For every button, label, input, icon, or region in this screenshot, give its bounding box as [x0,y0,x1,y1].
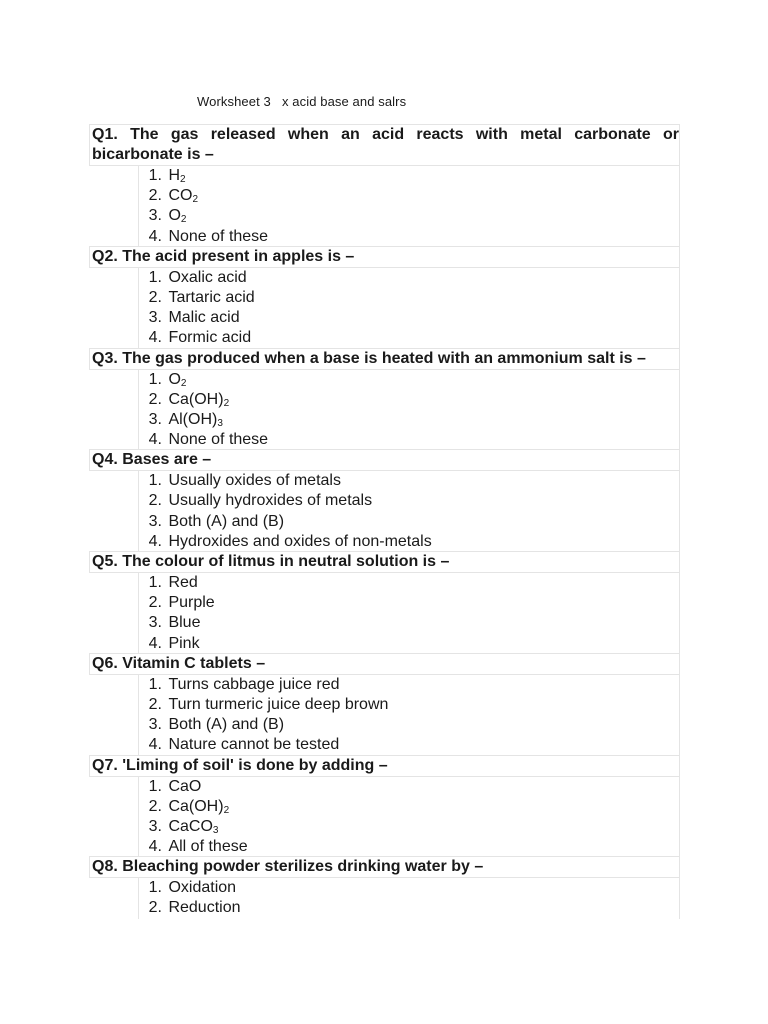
q6-option-2: 2. Turn turmeric juice deep brown [138,695,680,715]
q3-option-3: 3. $Al(OH)_3$ [138,410,680,430]
question-4: Q4. Bases are – [89,449,680,471]
question-7: Q7. 'Liming of soil' is done by adding – [89,755,680,777]
q4-option-1: 1. Usually oxides of metals [138,471,680,491]
question-2: Q2. The acid present in apples is – [89,246,680,268]
q4-option-2: 2. Usually hydroxides of metals [138,491,680,511]
q5-option-2: 2. Purple [138,593,680,613]
q4-option-3: 3. Both (A) and (B) [138,512,680,532]
question-5: Q5. The colour of litmus in neutral solution is – [89,551,680,573]
question-8: Q8. Bleaching powder sterilizes drinking water by – [89,856,680,878]
q8-option-1: 1. Oxidation [138,878,680,898]
q7-option-3: 3. CaCO$_3$ [138,817,680,837]
q1-option-2: 2. $CO_2$ [138,186,680,206]
q3-option-4: 4. None of these [138,430,680,450]
q7-option-1: 1. CaO [138,777,680,797]
q6-option-3: 3. Both (A) and (B) [138,715,680,735]
q7-option-2: 2. $Ca(OH)_2$ [138,797,680,817]
q2-option-2: 2. Tartaric acid [138,288,680,308]
q4-option-4: 4. Hydroxides and oxides of non-metals [138,532,680,552]
q6-option-4: 4. Nature cannot be tested [138,735,680,755]
worksheet-title: Worksheet 3 x acid base and salrs [197,94,407,109]
q2-option-1: 1. Oxalic acid [138,268,680,288]
q5-option-4: 4. Pink [138,634,680,654]
q3-option-1: 1. $O_2$ [138,370,680,390]
question-3: Q3. The gas produced when a base is heated with an ammonium salt is – [89,348,680,370]
q1-option-3: 3. $O_2$ [138,206,680,226]
q2-option-3: 3. Malic acid [138,308,680,328]
q1-option-1: 1. $H_2$ [138,166,680,186]
q2-option-4: 4. Formic acid [138,328,680,348]
question-table [89,125,680,919]
q5-option-3: 3. Blue [138,613,680,633]
question-1: Q1. The gas released when an acid reacts with metal carbonate or bicarbonate is – [89,124,680,166]
q5-option-1: 1. Red [138,573,680,593]
q7-option-4: 4. All of these [138,837,680,857]
question-6: Q6. Vitamin C tablets – [89,653,680,675]
q6-option-1: 1. Turns cabbage juice red [138,675,680,695]
q8-option-2: 2. Reduction [138,898,680,918]
q1-option-4: 4. None of these [138,227,680,247]
q3-option-2: 2. $Ca(OH)_2$ [138,390,680,410]
